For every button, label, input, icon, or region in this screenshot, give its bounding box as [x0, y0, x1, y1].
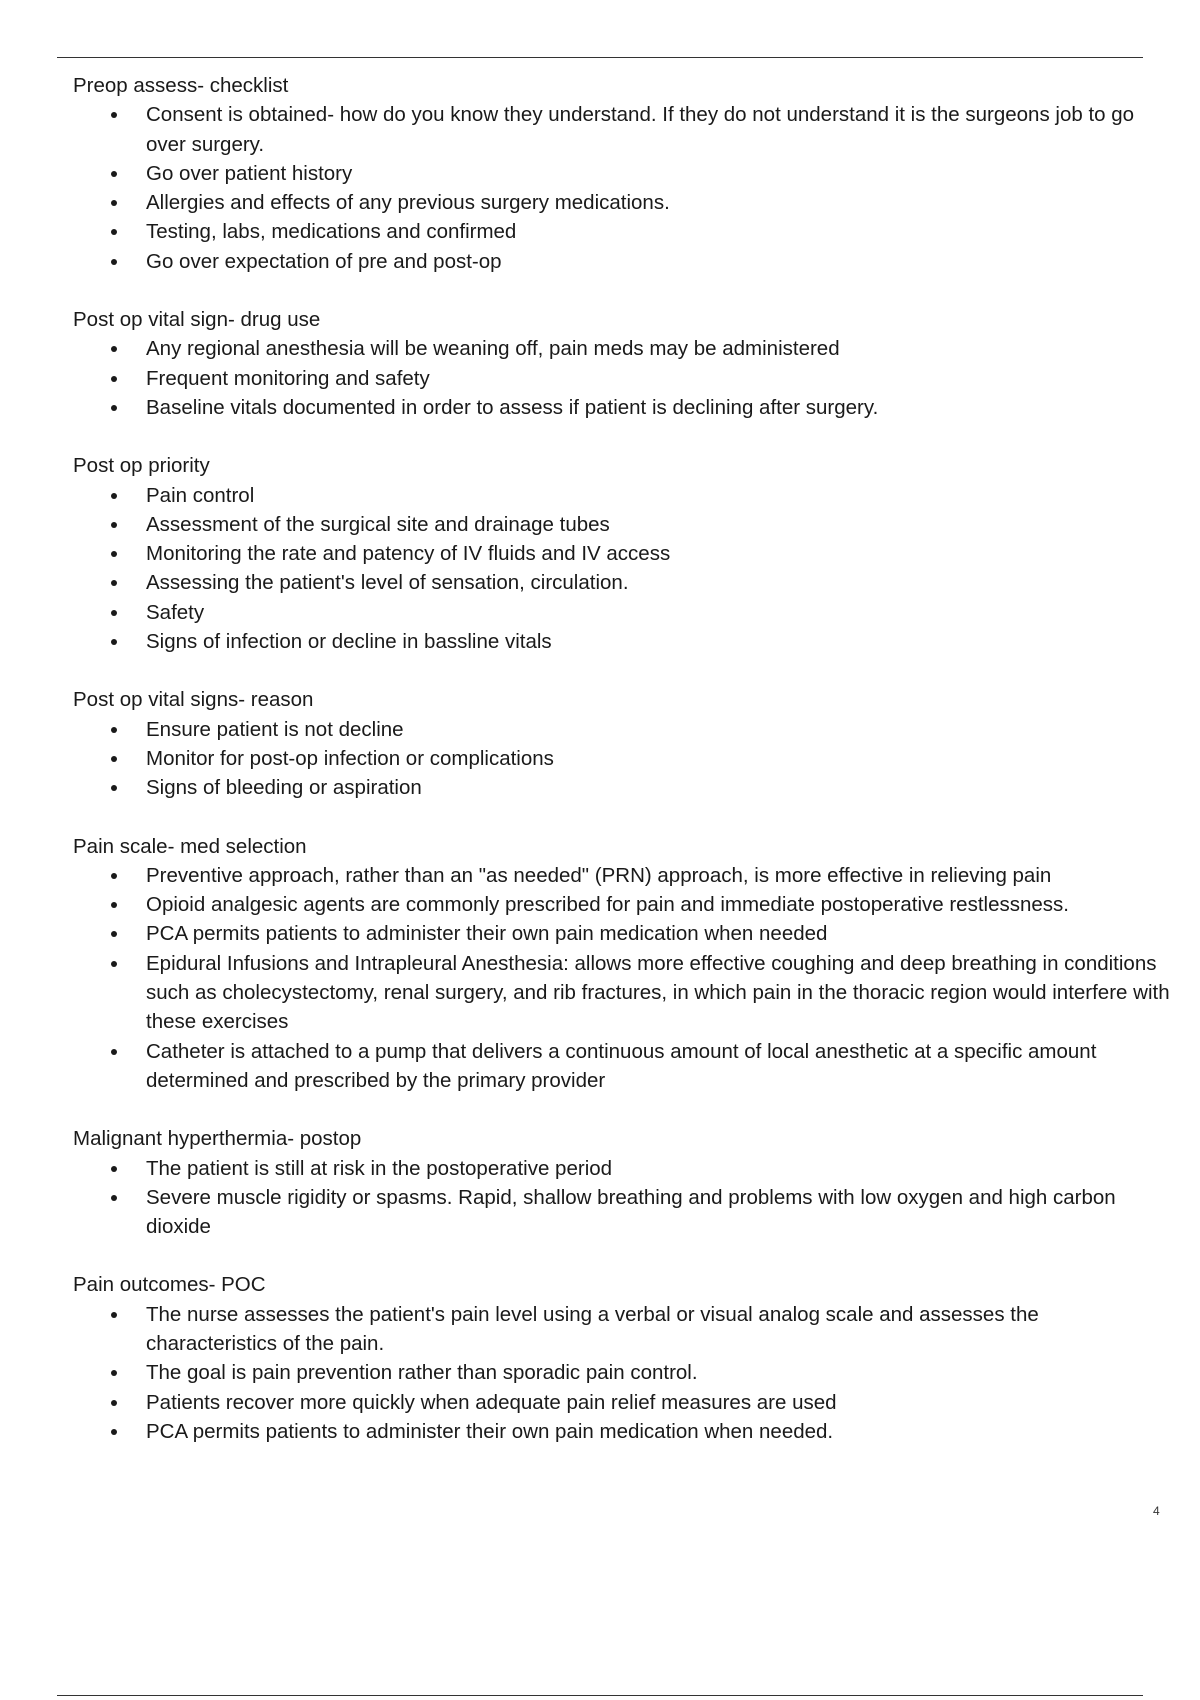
bullet-list — [73, 334, 1173, 422]
list-item: Baseline vitals documented in order to assess if patient is declining after surgery. — [73, 393, 1173, 422]
list-item: Consent is obtained- how do you know they understand. If they do not understand it is the surgeons job to go over surgery. — [73, 100, 1173, 159]
list-item: Ensure patient is not decline — [73, 715, 1173, 744]
bullet-icon — [111, 902, 117, 908]
bullet-icon — [111, 756, 117, 762]
bullet-icon — [111, 229, 117, 235]
bullet-icon — [111, 639, 117, 645]
list-item: PCA permits patients to administer their own pain medication when needed — [73, 919, 1173, 948]
section-postop-priority — [73, 451, 1173, 656]
list-item: Preventive approach, rather than an "as needed" (PRN) approach, is more effective in relieving pain — [73, 861, 1173, 890]
list-item: Assessing the patient's level of sensation, circulation. — [73, 568, 1173, 597]
list-item: Allergies and effects of any previous surgery medications. — [73, 188, 1173, 217]
list-item: Epidural Infusions and Intrapleural Anesthesia: allows more effective coughing and deep breathing in conditions such as cholecystectomy, renal surgery, and rib fractures, in which pain in the thoracic region would interfere with these exercises — [73, 949, 1173, 1037]
bullet-list — [73, 1300, 1173, 1446]
bullet-icon — [111, 1195, 117, 1201]
section-postop-vital-drug-use — [73, 305, 1173, 422]
section-title: Pain scale- med selection — [73, 834, 307, 858]
bullet-list — [73, 1154, 1173, 1242]
bullet-icon — [111, 551, 117, 557]
list-item: Monitoring the rate and patency of IV fluids and IV access — [73, 539, 1173, 568]
list-item: Opioid analgesic agents are commonly prescribed for pain and immediate postoperative restlessness. — [73, 890, 1173, 919]
bullet-icon — [111, 1400, 117, 1406]
list-item: Assessment of the surgical site and drainage tubes — [73, 510, 1173, 539]
section-title: Malignant hyperthermia- postop — [73, 1127, 362, 1151]
list-item: The nurse assesses the patient's pain level using a verbal or visual analog scale and assesses the characteristics of the pain. — [73, 1300, 1173, 1359]
list-item: Go over patient history — [73, 159, 1173, 188]
bullet-icon — [111, 112, 117, 118]
section-postop-vital-reason — [73, 685, 1173, 802]
bullet-icon — [111, 580, 117, 586]
bullet-list — [73, 100, 1173, 276]
document-body — [73, 71, 1173, 1475]
bullet-icon — [111, 1429, 117, 1435]
list-item: Go over expectation of pre and post-op — [73, 247, 1173, 276]
list-item: Pain control — [73, 481, 1173, 510]
bullet-icon — [111, 1049, 117, 1055]
bullet-list — [73, 481, 1173, 657]
bottom-divider — [57, 1695, 1143, 1696]
bullet-icon — [111, 1370, 117, 1376]
bullet-icon — [111, 1312, 117, 1318]
list-item: Any regional anesthesia will be weaning off, pain meds may be administered — [73, 334, 1173, 363]
section-title: Post op vital signs- reason — [73, 688, 314, 712]
bullet-icon — [111, 200, 117, 206]
section-preop-checklist — [73, 71, 1173, 276]
section-title: Pain outcomes- POC — [73, 1273, 266, 1297]
section-malignant-hyperthermia — [73, 1124, 1173, 1241]
bullet-icon — [111, 961, 117, 967]
list-item: Signs of infection or decline in bassline vitals — [73, 627, 1173, 656]
bullet-icon — [111, 727, 117, 733]
section-pain-scale-med-selection — [73, 832, 1173, 1096]
list-item: Catheter is attached to a pump that delivers a continuous amount of local anesthetic at a specific amount determined and prescribed by the primary provider — [73, 1037, 1173, 1096]
list-item: The patient is still at risk in the postoperative period — [73, 1154, 1173, 1183]
bullet-icon — [111, 405, 117, 411]
list-item: Severe muscle rigidity or spasms. Rapid, shallow breathing and problems with low oxygen and high carbon dioxide — [73, 1183, 1173, 1242]
list-item: Monitor for post-op infection or complications — [73, 744, 1173, 773]
section-title: Preop assess- checklist — [73, 74, 289, 97]
bullet-icon — [111, 522, 117, 528]
list-item: Signs of bleeding or aspiration — [73, 773, 1173, 802]
bullet-icon — [111, 259, 117, 265]
bullet-icon — [111, 931, 117, 937]
section-title: Post op vital sign- drug use — [73, 308, 321, 332]
bullet-icon — [111, 376, 117, 382]
list-item: Patients recover more quickly when adequate pain relief measures are used — [73, 1388, 1173, 1417]
list-item: Testing, labs, medications and confirmed — [73, 217, 1173, 246]
bullet-icon — [111, 610, 117, 616]
list-item: PCA permits patients to administer their own pain medication when needed. — [73, 1417, 1173, 1446]
list-item: Frequent monitoring and safety — [73, 364, 1173, 393]
bullet-list — [73, 715, 1173, 803]
bullet-list — [73, 861, 1173, 1095]
list-item: The goal is pain prevention rather than sporadic pain control. — [73, 1358, 1173, 1387]
top-divider — [57, 57, 1143, 58]
bullet-icon — [111, 785, 117, 791]
section-pain-outcomes — [73, 1270, 1173, 1446]
list-item: Safety — [73, 598, 1173, 627]
bullet-icon — [111, 1166, 117, 1172]
bullet-icon — [111, 873, 117, 879]
bullet-icon — [111, 171, 117, 177]
bullet-icon — [111, 346, 117, 352]
bullet-icon — [111, 493, 117, 499]
section-title: Post op priority — [73, 454, 210, 478]
page-number: 4 — [1153, 1504, 1160, 1518]
